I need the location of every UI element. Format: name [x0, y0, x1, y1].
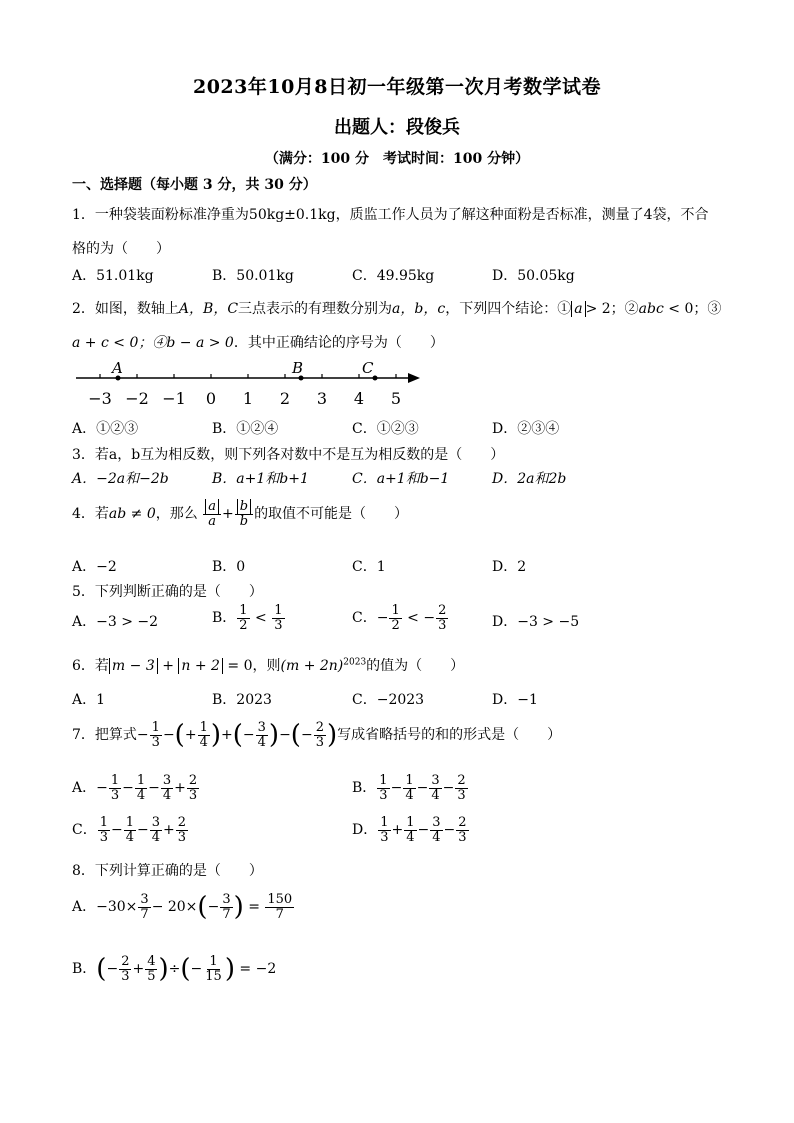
frac-abs-a-over-a: $\frac{a}{a}$: [203, 500, 221, 528]
point-c-label: C: [362, 360, 374, 377]
section-heading: 一、选择题（每小题 3 分，共 30 分）: [72, 177, 317, 193]
q2-option-b: B．①②④: [212, 421, 279, 437]
author-line: 出题人：段俊兵: [334, 117, 460, 138]
exam-meta: （满分：100 分 考试时间：100 分钟）: [264, 151, 530, 167]
q8-line1: 8．下列计算正确的是（ ）: [72, 863, 263, 879]
axis-tick-label: 1: [242, 389, 254, 408]
q7-line1: 7．把算式− $\frac{1}{3}$ −(+ $\frac{1}{4}$ )+(− $\frac{3}{4}$ )−(− $\frac{2}{3}$ )写成省略括号的和的形式是（ ）: [72, 719, 562, 750]
axis-tick-label: 2: [279, 389, 291, 408]
q6-line1: 6．若 m − 3 + n + 2 = 0，则$(m + 2n)^{2023}$的值为（ ）: [72, 657, 465, 674]
q6-option-b: B．2023: [212, 692, 272, 708]
point-b-label: B: [292, 360, 304, 377]
frac-abs-b-over-b: $\frac{b}{b}$: [235, 500, 253, 528]
q2-option-d: D．②③④: [492, 421, 560, 437]
q2-option-a: A．①②③: [72, 421, 139, 437]
q7-option-c: C． $\frac{1}{3}$ − $\frac{1}{4}$ − $\frac{3}{4}$ + $\frac{2}{3}$: [72, 815, 187, 845]
q4-option-d: D．2: [492, 559, 527, 575]
q1-option-a: A．51.01kg: [72, 268, 154, 284]
q3-option-a: A．−2a和−2b: [72, 471, 169, 487]
q1-option-c: C．49.95kg: [352, 268, 435, 284]
q3-option-c: C．a+1和b−1: [352, 471, 450, 487]
q4-option-b: B．0: [212, 559, 246, 575]
number-line-figure: [72, 360, 432, 412]
q1-option-b: B．50.01kg: [212, 268, 294, 284]
axis-tick-label: −2: [125, 389, 149, 408]
axis-arrow: [408, 373, 420, 383]
q5-option-a: A．−3 > −2: [72, 614, 159, 630]
axis-tick-label: 0: [205, 389, 217, 408]
q6-option-d: D．−1: [492, 692, 538, 708]
axis-tick-label: 4: [353, 389, 365, 408]
page-title: 2023年10月8日初一年级第一次月考数学试卷: [192, 76, 602, 98]
q5-option-d: D．−3 > −5: [492, 614, 580, 630]
point-a-label: A: [112, 360, 123, 377]
q5-option-b: B． $\frac{1}{2}$ < $\frac{1}{3}$: [212, 603, 283, 633]
q8-option-b: B．(− $\frac{2}{3}$ + $\frac{4}{5}$ )÷(− $\frac{1}{15}$ ) = −2: [72, 953, 277, 984]
abs-a: a: [571, 301, 585, 317]
q5-line1: 5．下列判断正确的是（ ）: [72, 584, 263, 600]
q1-option-d: D．50.05kg: [492, 268, 575, 284]
q6-option-c: C．−2023: [352, 692, 425, 708]
q3-option-b: B．a+1和b+1: [212, 471, 309, 487]
q2-option-c: C．①②③: [352, 421, 419, 437]
axis-tick-label: 5: [390, 389, 402, 408]
q7-option-b: B． $\frac{1}{3}$ − $\frac{1}{4}$ − $\frac{3}{4}$ − $\frac{2}{3}$: [352, 773, 466, 803]
q1-line1: 1．一种袋装面粉标准净重为50kg±0.1kg，质监工作人员为了解这种面粉是否标准，测量了4袋，不合: [72, 207, 709, 223]
q4-option-c: C．1: [352, 559, 386, 575]
axis-tick-label: 3: [316, 389, 328, 408]
axis-tick-label: −1: [162, 389, 186, 408]
q5-option-c: C．− $\frac{1}{2}$ < − $\frac{2}{3}$: [352, 603, 447, 633]
q2-line1: 2．如图，数轴上A，B，C三点表示的有理数分别为a，b，c，下列四个结论：① a > 2；②abc < 0；③: [72, 301, 722, 317]
q3-line1: 3．若a，b互为相反数，则下列各对数中不是互为相反数的是（ ）: [72, 447, 505, 463]
q7-option-a: A．− $\frac{1}{3}$ − $\frac{1}{4}$ − $\frac{3}{4}$ + $\frac{2}{3}$: [72, 773, 198, 803]
q2-line2: a + c < 0；④b − a > 0．其中正确结论的序号为（ ）: [72, 335, 444, 351]
q6-option-a: A．1: [72, 692, 106, 708]
q3-option-d: D．2a和2b: [492, 471, 567, 487]
q8-option-a: A．−30× $\frac{3}{7}$ − 20×(− $\frac{3}{7}$ ) = $\frac{150}{7}$: [72, 891, 293, 922]
q1-line2: 格的为（ ）: [72, 241, 170, 257]
q7-option-d: D． $\frac{1}{3}$ + $\frac{1}{4}$ − $\frac{3}{4}$ − $\frac{2}{3}$: [352, 815, 467, 845]
q4-line1: 4．若ab ≠ 0，那么 $\frac{a}{a}$ + $\frac{b}{b}$ 的取值不可能是（ ）: [72, 499, 409, 529]
axis-tick-label: −3: [88, 389, 112, 408]
q4-option-a: A．−2: [72, 559, 117, 575]
axis-tick-labels: [88, 389, 401, 408]
